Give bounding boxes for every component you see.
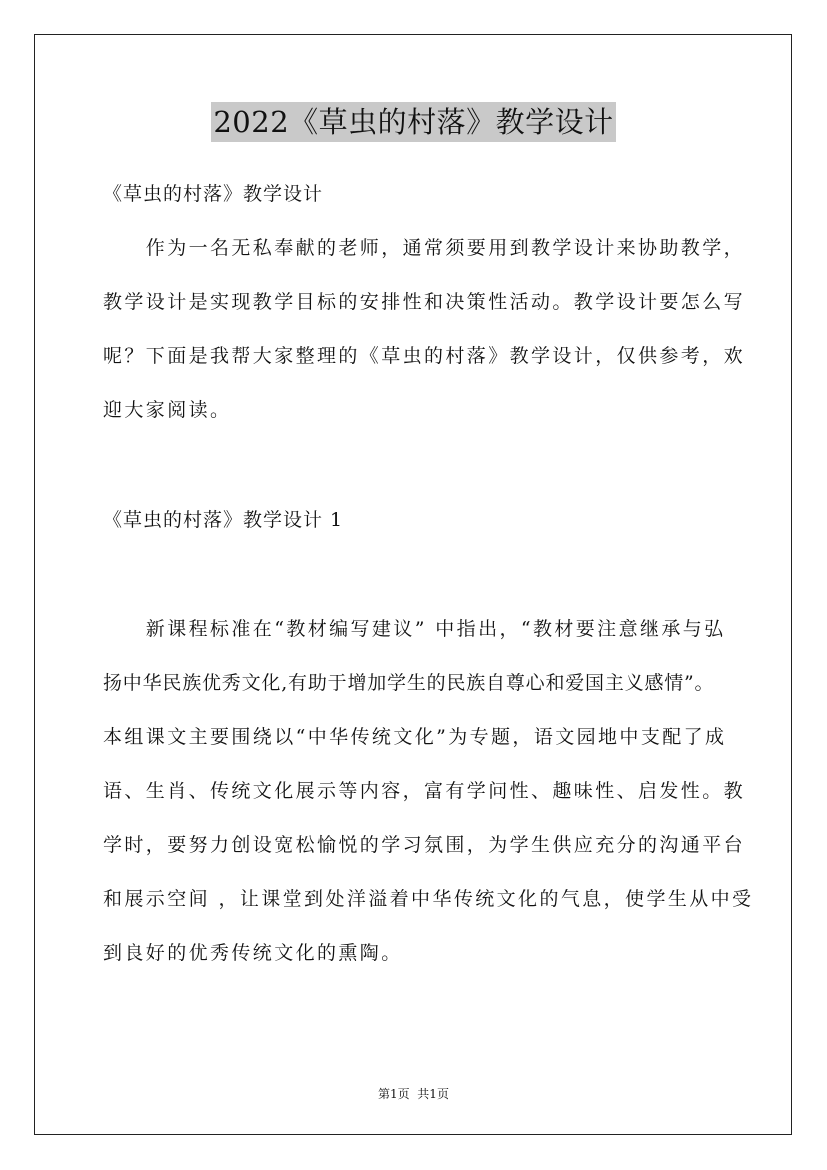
- body-line-4: 语、生肖、传统文化展示等内容，富有学问性、趣味性、启发性。教: [103, 780, 746, 802]
- intro-line-4: 迎大家阅读。: [103, 399, 232, 421]
- intro-line-1: 作为一名无私奉献的老师，通常须要用到教学设计来协助教学，: [103, 237, 746, 259]
- subtitle: 《草虫的村落》教学设计: [103, 183, 324, 205]
- title-container: [0, 102, 827, 142]
- body-line-5: 学时，要努力创设宽松愉悦的学习氛围，为学生供应充分的沟通平台: [103, 834, 746, 856]
- document-title: 2022《草虫的村落》教学设计: [211, 102, 615, 142]
- section-heading: 《草虫的村落》教学设计 1: [103, 509, 344, 531]
- page-footer: 第1页 共1页: [378, 1087, 449, 1101]
- intro-line-3: 呢？下面是我帮大家整理的《草虫的村落》教学设计，仅供参考，欢: [103, 345, 746, 367]
- body-line-1: 新课程标准在“教材编写建议” 中指出，“教材要注意继承与弘: [103, 618, 726, 640]
- body-line-2: 扬中华民族优秀文化,有助于增加学生的民族自尊心和爱国主义感情”。: [103, 672, 715, 694]
- body-line-6: 和展示空间 ，让课堂到处洋溢着中华传统文化的气息，使学生从中受: [103, 888, 754, 910]
- body-line-7: 到良好的优秀传统文化的熏陶。: [103, 942, 403, 964]
- body-line-3: 本组课文主要围绕以“中华传统文化”为专题，语文园地中支配了成: [103, 726, 727, 748]
- intro-line-2: 教学设计是实现教学目标的安排性和决策性活动。教学设计要怎么写: [103, 291, 746, 313]
